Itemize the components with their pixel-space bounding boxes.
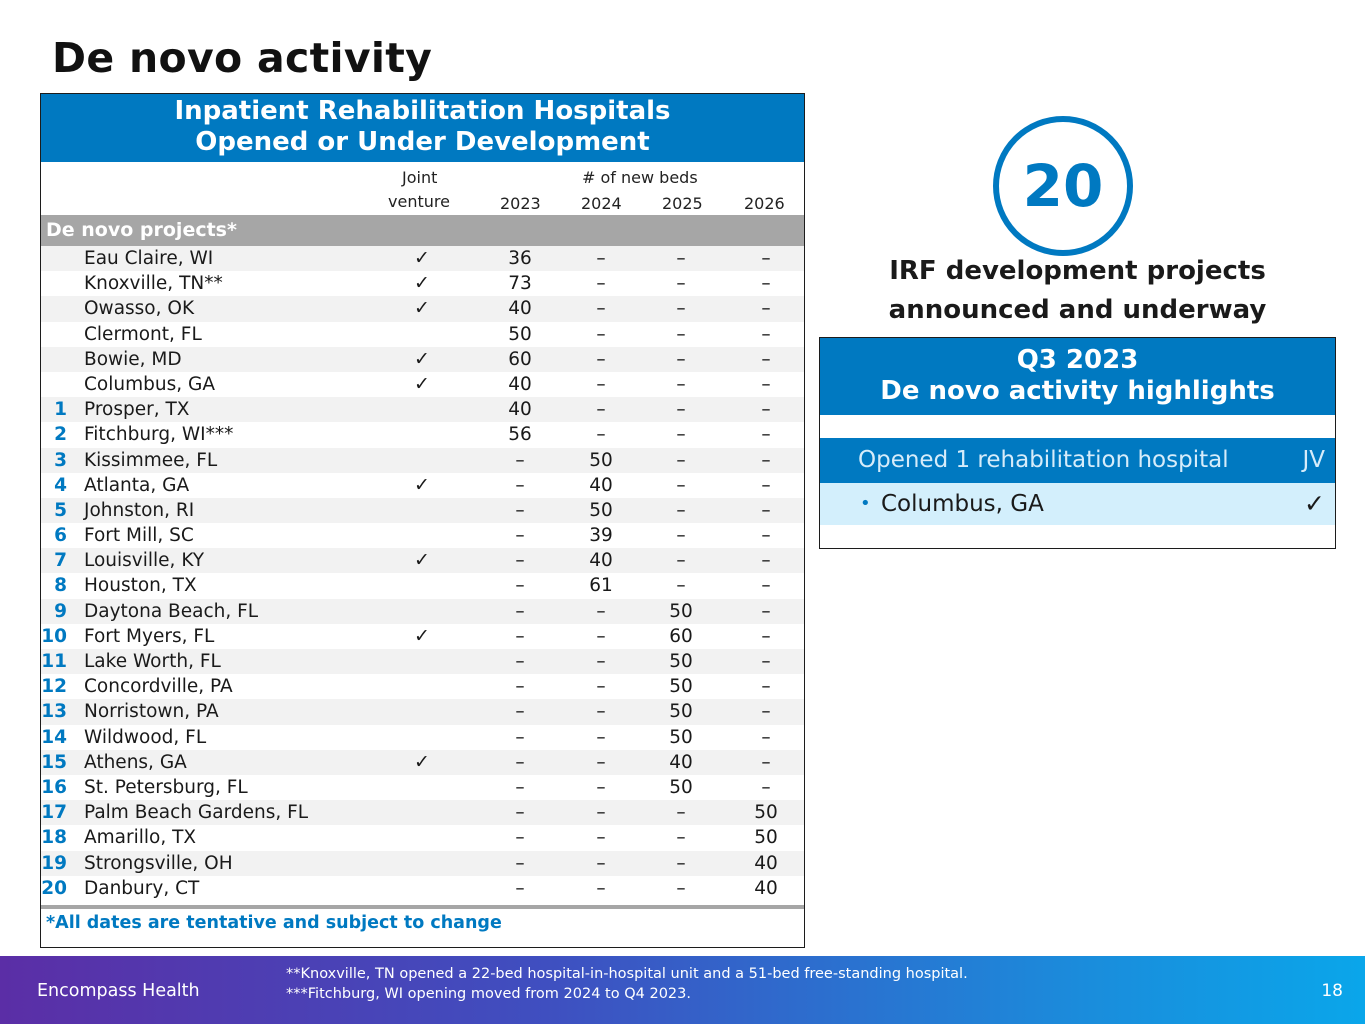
section-de-novo-projects: De novo projects* <box>41 215 804 246</box>
row-beds-2026: – <box>761 273 771 295</box>
row-joint-venture-check: ✓ <box>414 247 430 269</box>
row-beds-2024: – <box>596 625 606 647</box>
row-beds-2024: – <box>596 373 606 395</box>
row-beds-2025: – <box>676 323 686 345</box>
row-beds-2025: – <box>676 827 686 849</box>
footer-notes <box>286 964 968 1004</box>
row-beds-2026: – <box>761 676 771 698</box>
row-location: Daytona Beach, FL <box>84 600 259 622</box>
row-location: Knoxville, TN** <box>84 273 223 295</box>
row-beds-2023: 56 <box>508 424 532 446</box>
table-row <box>41 725 804 750</box>
project-count-caption <box>860 252 1295 330</box>
row-beds-2023: – <box>515 802 525 824</box>
row-number: 15 <box>41 751 67 773</box>
table-row <box>41 876 804 901</box>
row-location: Johnston, RI <box>84 499 195 521</box>
row-number: 4 <box>54 474 67 496</box>
row-beds-2024: 40 <box>589 550 613 572</box>
row-beds-2026: – <box>761 424 771 446</box>
row-location: Clermont, FL <box>84 323 202 345</box>
row-beds-2026: – <box>761 651 771 672</box>
row-beds-2025: 50 <box>669 651 693 672</box>
row-beds-2024: – <box>596 399 606 421</box>
row-beds-2025: – <box>676 348 686 370</box>
page-number: 18 <box>1321 981 1343 1001</box>
row-beds-2025: – <box>676 399 686 421</box>
opened-label: Opened 1 rehabilitation hospital <box>858 447 1229 473</box>
row-beds-2023: – <box>515 701 525 723</box>
irf-table-panel <box>40 93 805 948</box>
col-year-2026: 2026 <box>744 194 785 213</box>
highlights-title-line1: Q3 2023 <box>1016 345 1139 375</box>
row-beds-2026: – <box>761 751 771 773</box>
row-joint-venture-check: ✓ <box>414 347 430 370</box>
row-beds-2025: 40 <box>669 751 693 773</box>
row-beds-2024: 40 <box>589 474 613 496</box>
row-beds-2026: – <box>761 373 771 395</box>
row-number: 3 <box>54 449 67 471</box>
table-row <box>41 246 804 271</box>
row-location: Eau Claire, WI <box>84 248 214 269</box>
row-beds-2024: – <box>596 676 606 698</box>
row-beds-2025: – <box>676 273 686 295</box>
row-beds-2024: – <box>596 852 606 874</box>
row-beds-2026: – <box>761 525 771 547</box>
project-count-badge: 20 <box>993 116 1133 256</box>
table-row <box>41 573 804 598</box>
table-row <box>41 775 804 800</box>
row-location: Danbury, CT <box>84 877 200 899</box>
row-joint-venture-check: ✓ <box>414 372 430 395</box>
row-location: Norristown, PA <box>84 701 219 723</box>
highlights-item-row <box>820 483 1335 525</box>
row-joint-venture-check: ✓ <box>414 624 430 647</box>
row-beds-2026: – <box>761 499 771 521</box>
row-beds-2023: – <box>515 499 525 521</box>
row-location: Bowie, MD <box>84 348 182 370</box>
row-joint-venture-check: ✓ <box>414 297 430 320</box>
row-beds-2026: – <box>761 726 771 748</box>
col-year-2025: 2025 <box>662 194 703 213</box>
row-beds-2023: – <box>515 474 525 496</box>
row-beds-2024: – <box>596 827 606 849</box>
table-row <box>41 599 804 624</box>
row-joint-venture-check: ✓ <box>414 473 430 496</box>
row-location: Columbus, GA <box>84 373 215 395</box>
row-beds-2023: – <box>515 449 525 471</box>
row-beds-2026: 40 <box>754 877 778 899</box>
row-beds-2024: – <box>596 726 606 748</box>
row-beds-2024: – <box>596 751 606 773</box>
row-location: Palm Beach Gardens, FL <box>84 802 309 824</box>
highlights-opened-row <box>820 438 1335 483</box>
caption-line2: announced and underway <box>888 295 1267 325</box>
row-number: 19 <box>41 852 67 874</box>
row-beds-2025: – <box>676 474 686 496</box>
row-beds-2024: – <box>596 701 606 723</box>
table-row <box>41 498 804 523</box>
row-beds-2024: – <box>596 877 606 899</box>
row-beds-2024: – <box>596 348 606 370</box>
row-number: 1 <box>54 399 67 421</box>
row-beds-2026: – <box>761 449 771 471</box>
row-location: Houston, TX <box>84 575 197 597</box>
project-rows <box>41 246 804 901</box>
row-beds-2026: – <box>761 298 771 320</box>
row-location: Amarillo, TX <box>84 827 197 849</box>
row-beds-2025: – <box>676 877 686 899</box>
row-joint-venture-check: ✓ <box>414 272 430 295</box>
row-location: Owasso, OK <box>84 298 195 320</box>
row-beds-2025: – <box>676 575 686 597</box>
row-location: Prosper, TX <box>84 399 190 421</box>
row-beds-2025: 50 <box>669 726 693 748</box>
row-beds-2024: – <box>596 273 606 295</box>
table-row <box>41 296 804 321</box>
col-year-2024: 2024 <box>581 194 622 213</box>
row-beds-2025: 50 <box>669 776 693 798</box>
row-beds-2024: 39 <box>589 525 613 547</box>
row-beds-2024: – <box>596 298 606 320</box>
caption-line1: IRF development projects <box>889 256 1266 286</box>
row-beds-2025: – <box>676 852 686 874</box>
row-beds-2023: – <box>515 827 525 849</box>
row-beds-2024: 50 <box>589 499 613 521</box>
row-beds-2024: – <box>596 600 606 622</box>
row-location: Fort Mill, SC <box>84 525 194 547</box>
row-beds-2025: – <box>676 298 686 320</box>
table-row <box>41 322 804 347</box>
row-number: 13 <box>41 701 67 723</box>
highlights-title-line2: De novo activity highlights <box>880 376 1275 406</box>
table-row <box>41 372 804 397</box>
row-number: 17 <box>41 802 67 824</box>
row-beds-2026: – <box>761 474 771 496</box>
col-beds-label: # of new beds <box>582 168 698 187</box>
bullet-icon: • <box>860 493 871 514</box>
row-beds-2025: – <box>676 802 686 824</box>
row-beds-2023: – <box>515 877 525 899</box>
row-location: Fitchburg, WI*** <box>84 424 234 446</box>
jv-column-label: JV <box>1302 447 1325 473</box>
table-row <box>41 674 804 699</box>
row-beds-2026: – <box>761 776 771 798</box>
row-location: Athens, GA <box>84 751 187 773</box>
col-venture-label: venture <box>388 192 450 211</box>
row-beds-2024: – <box>596 248 606 269</box>
irf-header-line1: Inpatient Rehabilitation Hospitals <box>174 96 671 126</box>
row-beds-2026: – <box>761 625 771 647</box>
col-joint-label: Joint <box>402 168 438 187</box>
row-beds-2026: – <box>761 701 771 723</box>
highlights-panel <box>819 337 1336 549</box>
row-number: 11 <box>41 651 67 672</box>
row-number: 10 <box>41 625 67 647</box>
table-row <box>41 448 804 473</box>
row-beds-2025: 50 <box>669 676 693 698</box>
table-row <box>41 851 804 876</box>
row-beds-2023: 40 <box>508 373 532 395</box>
row-beds-2024: 61 <box>589 575 613 597</box>
row-beds-2026: – <box>761 399 771 421</box>
row-number: 9 <box>54 600 67 622</box>
table-row <box>41 750 804 775</box>
table-row <box>41 271 804 296</box>
row-number: 5 <box>54 499 67 521</box>
row-location: St. Petersburg, FL <box>84 776 248 798</box>
row-location: Kissimmee, FL <box>84 449 218 471</box>
row-beds-2024: – <box>596 802 606 824</box>
tentative-footnote: *All dates are tentative and subject to change <box>46 913 502 933</box>
row-beds-2023: – <box>515 525 525 547</box>
row-joint-venture-check: ✓ <box>414 549 430 572</box>
table-row <box>41 800 804 825</box>
highlights-header <box>820 338 1335 415</box>
row-beds-2025: – <box>676 525 686 547</box>
row-beds-2024: 50 <box>589 449 613 471</box>
table-row <box>41 699 804 724</box>
row-beds-2026: – <box>761 575 771 597</box>
row-beds-2023: – <box>515 726 525 748</box>
row-beds-2026: – <box>761 348 771 370</box>
row-beds-2023: – <box>515 751 525 773</box>
row-beds-2026: – <box>761 600 771 622</box>
highlights-spacer <box>820 415 1335 438</box>
brand-name: Encompass Health <box>37 981 200 1001</box>
row-beds-2023: 60 <box>508 348 532 370</box>
footer-note-fitchburg: ***Fitchburg, WI opening moved from 2024 to Q4 2023. <box>286 986 691 1002</box>
row-beds-2026: 40 <box>754 852 778 874</box>
row-number: 12 <box>41 676 67 698</box>
irf-table-header <box>41 94 804 162</box>
row-beds-2026: 50 <box>754 827 778 849</box>
row-number: 18 <box>41 827 67 849</box>
table-row <box>41 649 804 674</box>
table-row <box>41 523 804 548</box>
highlights-item-label: Columbus, GA <box>881 491 1044 517</box>
irf-header-line2: Opened or Under Development <box>195 127 650 157</box>
col-year-2023: 2023 <box>500 194 541 213</box>
row-beds-2026: – <box>761 248 771 269</box>
row-number: 2 <box>54 424 67 446</box>
row-beds-2023: – <box>515 600 525 622</box>
row-location: Strongsville, OH <box>84 852 233 874</box>
page-title: De novo activity <box>52 34 433 82</box>
row-beds-2026: – <box>761 550 771 572</box>
row-beds-2024: – <box>596 651 606 672</box>
row-number: 14 <box>41 726 67 748</box>
table-row <box>41 397 804 422</box>
row-number: 20 <box>41 877 67 899</box>
table-row <box>41 825 804 850</box>
row-number: 6 <box>54 525 67 547</box>
table-row <box>41 422 804 447</box>
row-beds-2023: 36 <box>508 248 532 269</box>
row-beds-2025: 50 <box>669 600 693 622</box>
table-bottom-divider <box>41 905 804 909</box>
row-number: 16 <box>41 776 67 798</box>
row-beds-2026: 50 <box>754 802 778 824</box>
table-row <box>41 624 804 649</box>
row-location: Lake Worth, FL <box>84 651 221 672</box>
row-beds-2023: – <box>515 852 525 874</box>
column-headers <box>41 162 804 215</box>
row-beds-2023: 73 <box>508 273 532 295</box>
row-beds-2023: 40 <box>508 399 532 421</box>
row-location: Concordville, PA <box>84 676 233 698</box>
row-beds-2023: – <box>515 550 525 572</box>
checkmark-icon: ✓ <box>1304 489 1325 518</box>
row-beds-2023: 50 <box>508 323 532 345</box>
row-beds-2024: – <box>596 323 606 345</box>
row-beds-2025: – <box>676 449 686 471</box>
row-beds-2024: – <box>596 424 606 446</box>
row-location: Atlanta, GA <box>84 474 190 496</box>
row-number: 7 <box>54 550 67 572</box>
row-beds-2025: – <box>676 373 686 395</box>
row-beds-2025: 60 <box>669 625 693 647</box>
row-beds-2023: – <box>515 651 525 672</box>
row-location: Wildwood, FL <box>84 726 207 748</box>
row-beds-2023: – <box>515 676 525 698</box>
row-beds-2024: – <box>596 776 606 798</box>
row-location: Fort Myers, FL <box>84 625 215 647</box>
table-row <box>41 347 804 372</box>
footer-note-knoxville: **Knoxville, TN opened a 22-bed hospital-in-hospital unit and a 51-bed free-standing hospital. <box>286 966 968 982</box>
row-beds-2025: – <box>676 424 686 446</box>
row-beds-2023: – <box>515 776 525 798</box>
table-row <box>41 548 804 573</box>
row-beds-2025: – <box>676 550 686 572</box>
row-beds-2025: 50 <box>669 701 693 723</box>
table-row <box>41 473 804 498</box>
row-beds-2026: – <box>761 323 771 345</box>
row-beds-2025: – <box>676 499 686 521</box>
row-beds-2023: – <box>515 575 525 597</box>
row-number: 8 <box>54 575 67 597</box>
row-joint-venture-check: ✓ <box>414 750 430 773</box>
row-beds-2025: – <box>676 248 686 269</box>
footer-bar <box>0 956 1365 1024</box>
row-location: Louisville, KY <box>84 550 205 572</box>
row-beds-2023: – <box>515 625 525 647</box>
row-beds-2023: 40 <box>508 298 532 320</box>
